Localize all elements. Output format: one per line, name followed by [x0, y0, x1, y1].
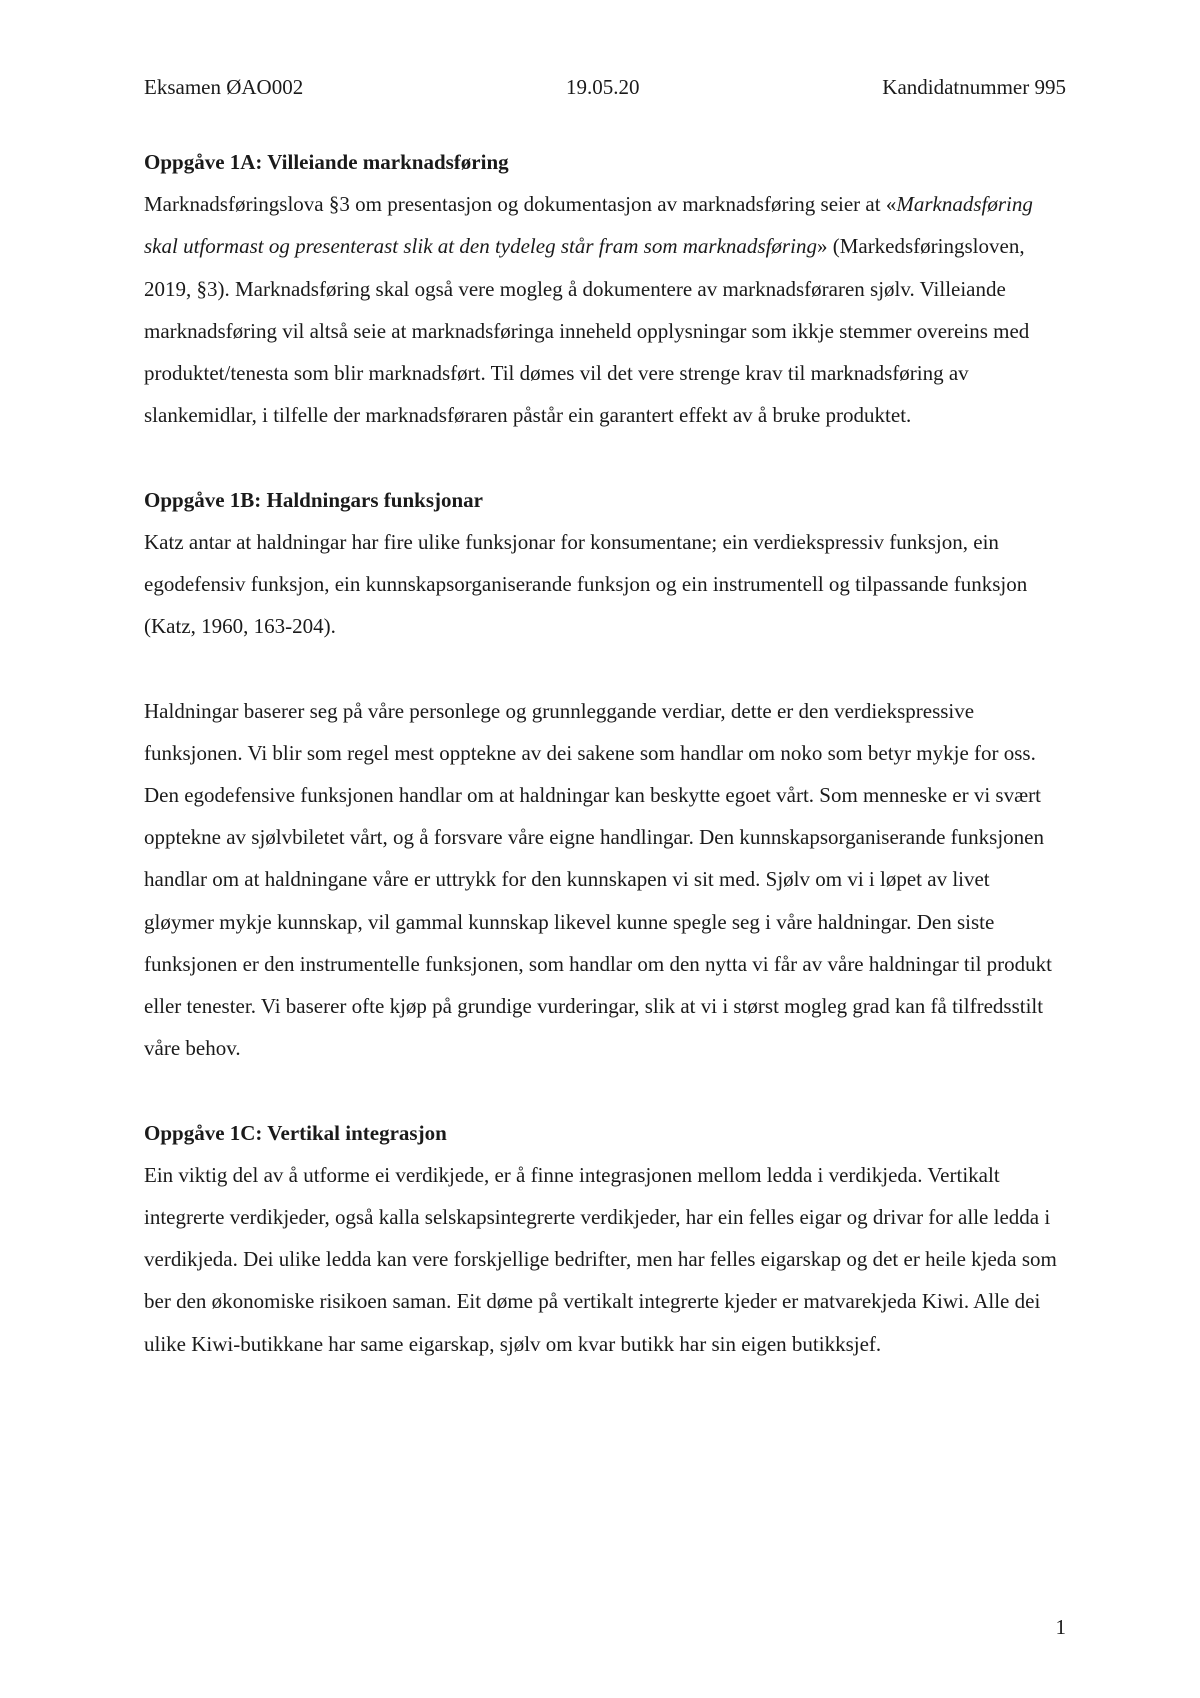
- section-paragraph-1b-2: Haldningar baserer seg på våre personlege og grunnleggande verdiar, dette er den verdiekspressive funksjonen. Vi blir som regel mest opptekne av dei sakene som handlar om noko som betyr mykje for oss. Den egodefensive funksjonen handlar om at haldningar kan beskytte egoet vårt. Som menneske er vi svært opptekne av sjølvbiletet vårt, og å forsvare våre eigne handlingar. Den kunnskapsorganiserande funksjonen handlar om at haldningane våre er uttrykk for den kunnskapen vi sit med. Sjølv om vi i løpet av livet gløymer mykje kunnskap, vil gammal kunnskap likevel kunne spegle seg i våre haldningar. Den siste funksjonen er den instrumentelle funksjonen, som handlar om den nytta vi får av våre haldningar til produkt eller tenester. Vi baserer ofte kjøp på grundige vurderingar, slik at vi i størst mogleg grad kan få tilfredsstilt våre behov.: [144, 698, 1053, 1061]
- candidate-number: Kandidatnummer 995: [882, 75, 1066, 99]
- spacer: [144, 1069, 1064, 1111]
- exam-code: Eksamen ØAO002: [144, 75, 304, 99]
- spacer: [144, 647, 1064, 689]
- page-number: 1: [1055, 1615, 1066, 1639]
- text-before-quote: Marknadsføringslova §3 om presentasjon og dokumentasjon av marknadsføring seier at «: [144, 192, 897, 217]
- law-quote: Marknadsføring skal utformast og presenterast slik at den tydeleg står fram som marknadsføring: [144, 192, 1033, 259]
- section-paragraph-1b-1: Katz antar at haldningar har fire ulike funksjonar for konsumentane; ein verdiekspressiv funksjon, ein egodefensiv funksjon, ein kunnskapsorganiserande funksjon og ein instrumentell og tilpassande funksjon (Katz, 1960, 163-204).: [144, 529, 1028, 639]
- document-body: [144, 141, 1064, 1365]
- section-heading-1a: Oppgåve 1A: Villeiande marknadsføring: [144, 150, 509, 174]
- section-heading-1c: Oppgåve 1C: Vertikal integrasjon: [144, 1120, 447, 1145]
- exam-date: 19.05.20: [566, 75, 640, 99]
- section-paragraph-1c: Ein viktig del av å utforme ei verdikjede, er å finne integrasjonen mellom ledda i verdikjeda. Vertikalt integrerte verdikjeder, også kalla selskapsintegrerte verdikjeder, har ein felles eigar og drivar for alle ledda i verdikjeda. Dei ulike ledda kan vere forskjellige bedrifter, men har felles eigarskap og det er heile kjeda som ber den økonomiske risikoen saman. Eit døme på vertikalt integrerte kjeder er matvarekjeda Kiwi. Alle dei ulike Kiwi-butikkane har same eigarskap, sjølv om kvar butikk har sin eigen butikksjef.: [144, 1162, 1057, 1356]
- section-heading-1b: Oppgåve 1B: Haldningars funksjonar: [144, 487, 483, 512]
- page-header: [144, 72, 1066, 102]
- text-after-quote: » (Markedsføringsloven, 2019, §3). Marknadsføring skal også vere mogleg å dokumentere av marknadsføraren sjølv. Villeiande marknadsføring vil altså seie at marknadsføringa inneheld opplysningar som ikkje stemmer overeins med produktet/tenesta som blir marknadsført. Til dømes vil det vere strenge krav til marknadsføring av slankemidlar, i tilfelle der marknadsføraren påstår ein garantert effekt av å bruke produktet.: [144, 234, 1030, 428]
- section-paragraph-1a: [144, 183, 1064, 436]
- spacer: [144, 436, 1064, 478]
